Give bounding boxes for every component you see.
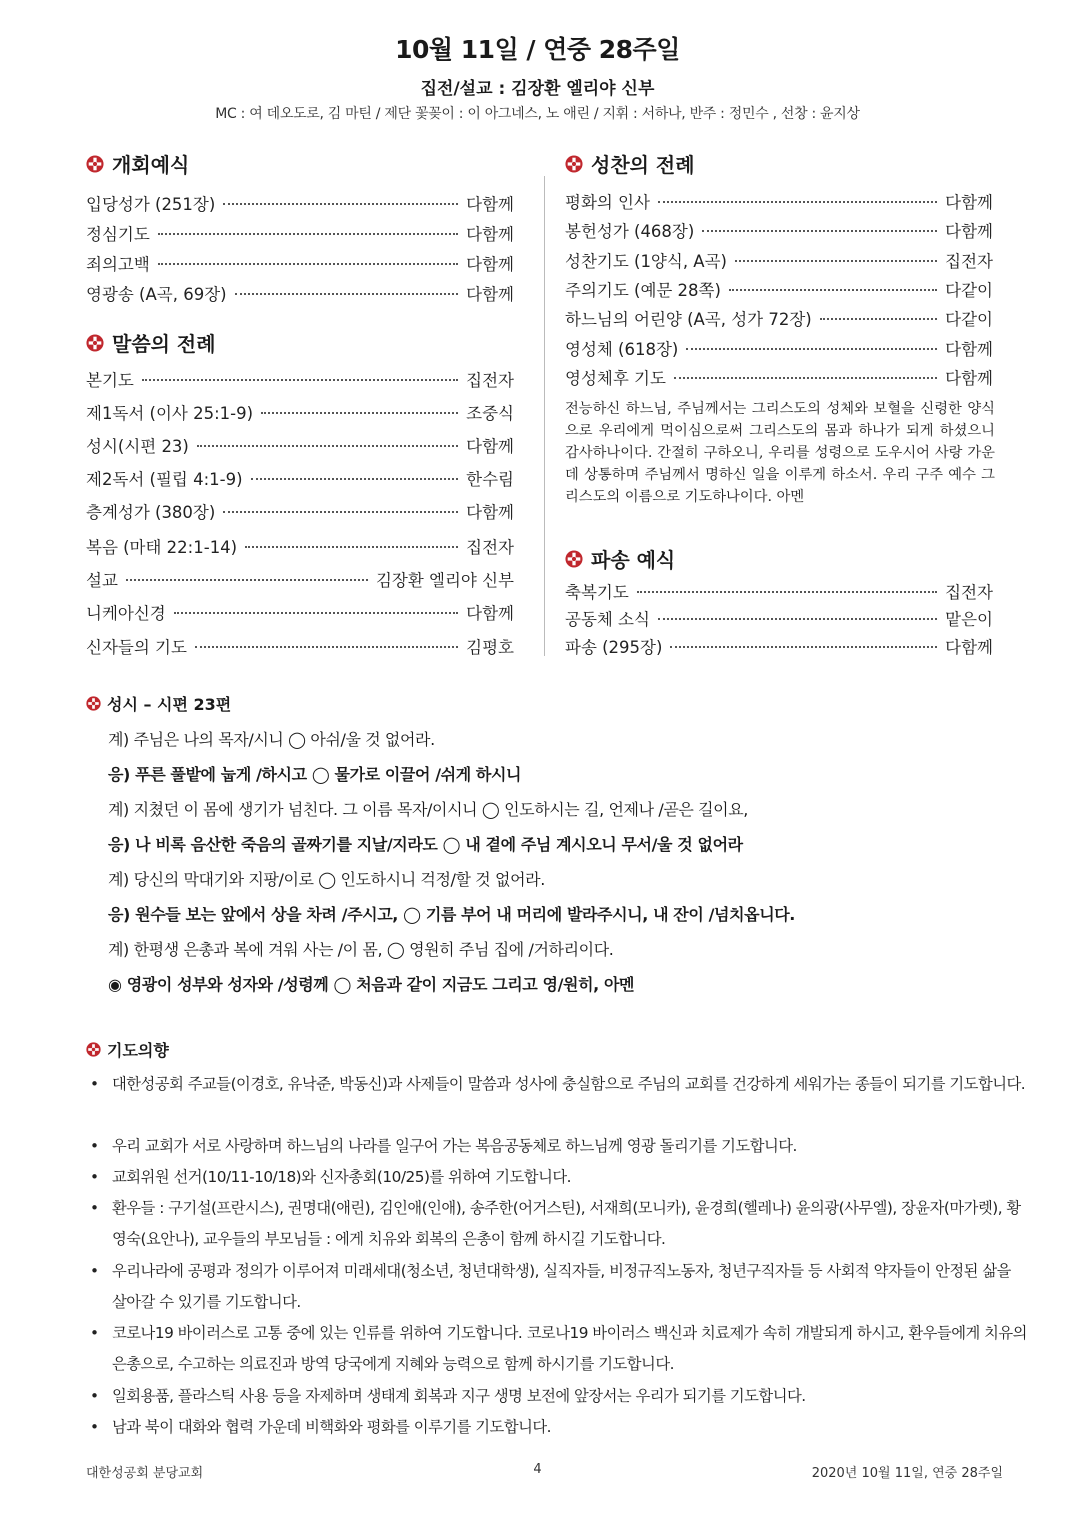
circle-icon: ◯ [386, 940, 405, 959]
dot-leader [223, 511, 458, 513]
order-item-role: 다함께 [945, 369, 993, 388]
psalm-verse-second: 인도하시는 길, 언제나 /곧은 길이요, [504, 800, 748, 819]
order-item-label: 영성체 (618장) [565, 340, 679, 359]
circle-icon: ◯ [318, 870, 336, 889]
order-item [86, 191, 514, 217]
psalm-verse-first: 계) 한평생 은총과 복에 겨워 사는 /이 몸, [108, 940, 383, 959]
order-item-role: 맡은이 [945, 610, 993, 629]
cross-icon [86, 696, 101, 711]
order-item [86, 534, 514, 560]
order-item-label: 입당성가 (251장) [86, 195, 216, 214]
celebrant-line: 집전/설교 : 김장환 엘리야 신부 [420, 79, 655, 99]
psalm-verse [108, 867, 545, 890]
order-item-label: 복음 (마태 22:1-14) [86, 538, 238, 557]
opening-rite-title: 개회예식 [112, 153, 190, 177]
dot-leader [174, 612, 458, 614]
list-item-text: 우리 교회가 서로 사랑하며 하느님의 나라를 일구어 가는 복음공동체로 하느님께 영광 돌리기를 기도합니다. [112, 1137, 797, 1155]
order-item-role: 김장환 엘리야 신부 [375, 571, 514, 590]
bullet-icon: • [90, 1418, 99, 1436]
dot-leader [670, 646, 937, 648]
order-item [86, 499, 514, 525]
dot-leader [735, 260, 937, 262]
order-item-label: 성시(시편 23) [86, 437, 189, 456]
order-item-role: 집전자 [945, 583, 993, 602]
order-item [86, 367, 514, 393]
bullet-icon: • [90, 1168, 99, 1186]
list-item [90, 1318, 1027, 1380]
order-item [565, 189, 993, 215]
circle-icon: ◯ [333, 975, 352, 994]
psalm-verse [108, 902, 795, 925]
dot-leader [251, 478, 459, 480]
order-item-role: 다함께 [466, 225, 514, 244]
circle-icon: ◯ [442, 835, 461, 854]
order-item-role: 집전자 [466, 371, 514, 390]
order-item [86, 600, 514, 626]
list-item [90, 1193, 1027, 1255]
bullet-icon: • [90, 1137, 99, 1155]
order-item-label: 하느님의 어린양 (A곡, 성가 72장) [565, 310, 812, 329]
order-item-label: 설교 [86, 571, 118, 590]
order-item-role: 다같이 [945, 281, 993, 300]
dot-leader [142, 379, 458, 381]
list-item [90, 1381, 1027, 1412]
list-item-text: 교회위원 선거(10/11-10/18)와 신자총회(10/25)를 위하여 기도합니다. [112, 1168, 571, 1186]
list-item [90, 1256, 1027, 1318]
order-item [565, 365, 993, 391]
footer-date: 2020년 10월 11일, 연중 28주일 [811, 1466, 1003, 1481]
psalm-verse [108, 727, 435, 750]
order-item [86, 433, 514, 459]
order-item-label: 주의기도 (예문 28쪽) [565, 281, 721, 300]
order-item-label: 영성체후 기도 [565, 369, 666, 388]
bullet-icon: • [90, 1262, 99, 1280]
psalm-verse [108, 937, 613, 960]
dot-leader [702, 230, 937, 232]
dot-leader [158, 263, 458, 265]
footer-church-name: 대한성공회 분당교회 [86, 1466, 204, 1481]
word-liturgy-title: 말씀의 전례 [112, 332, 216, 356]
circle-icon: ◯ [288, 730, 306, 749]
dot-leader [126, 579, 368, 581]
intentions-heading [86, 1038, 169, 1061]
dot-leader [261, 412, 458, 414]
psalm-verse-first: 응) 푸른 풀밭에 눕게 /하시고 [108, 765, 307, 784]
order-item-label: 봉헌성가 (468장) [565, 222, 695, 241]
dot-leader [729, 289, 937, 291]
order-item-label: 축복기도 [565, 583, 629, 602]
order-item-label: 평화의 인사 [565, 193, 650, 212]
psalm-verse [108, 832, 743, 855]
filled-circle-icon: ◉ [108, 975, 122, 994]
order-item-label: 파송 (295장) [565, 638, 663, 657]
psalm-verse-first: 계) 당신의 막대기와 지팡/이로 [108, 870, 314, 889]
dot-leader [658, 201, 937, 203]
ministers-line: MC : 여 데오도로, 김 마틴 / 제단 꽃꽂이 : 이 아그네스, 노 애린 / 지휘 : 서하나, 반주 : 정민수 , 선창 : 윤지상 [215, 106, 860, 122]
order-item [86, 221, 514, 247]
bullet-icon: • [90, 1387, 99, 1405]
bullet-icon: • [90, 1199, 99, 1217]
dot-leader [658, 618, 937, 620]
order-item [565, 634, 993, 660]
order-item [565, 218, 993, 244]
order-item-role: 다함께 [945, 222, 993, 241]
psalm-title: 성시 – 시편 23편 [107, 695, 232, 714]
list-item [90, 1412, 1027, 1443]
order-item [86, 281, 514, 307]
order-item-role: 다같이 [945, 310, 993, 329]
dot-leader [158, 233, 458, 235]
order-item-role: 집전자 [466, 538, 514, 557]
list-item [90, 1131, 1027, 1162]
psalm-verse-first: 영광이 성부와 성자와 /성령께 [126, 975, 329, 994]
opening-rite-heading [86, 149, 189, 178]
dot-leader [637, 591, 937, 593]
bullet-icon: • [90, 1075, 99, 1093]
order-item [565, 248, 993, 274]
list-item-text: 일회용품, 플라스틱 사용 등을 자제하며 생태계 회복과 지구 생명 보전에 앞장서는 우리가 되기를 기도합니다. [112, 1387, 806, 1405]
order-item-label: 정심기도 [86, 225, 150, 244]
page-title: 10월 11일 / 연중 28주일 [395, 35, 680, 64]
order-item-role: 다함께 [466, 255, 514, 274]
list-item-text: 남과 북이 대화와 협력 가운데 비핵화와 평화를 이루기를 기도합니다. [112, 1418, 552, 1436]
order-item-role: 조중식 [466, 404, 514, 423]
dismissal-heading [565, 544, 675, 573]
word-liturgy-heading [86, 328, 216, 357]
order-item-role: 다함께 [466, 503, 514, 522]
order-item [86, 466, 514, 492]
dot-leader [820, 318, 937, 320]
order-item-role: 다함께 [945, 193, 993, 212]
psalm-verse-second: 영원히 주님 집에 /거하리이다. [409, 940, 614, 959]
order-item-label: 공동체 소식 [565, 610, 650, 629]
psalm-gloria [108, 972, 634, 995]
dot-leader [223, 203, 458, 205]
psalm-verse [108, 797, 748, 820]
order-item-label: 성찬기도 (1양식, A곡) [565, 252, 727, 271]
order-item-label: 신자들의 기도 [86, 638, 187, 657]
psalm-verse-first: 응) 나 비록 음산한 죽음의 골짜기를 지날/지라도 [108, 835, 438, 854]
order-item [86, 251, 514, 277]
circle-icon: ◯ [311, 765, 330, 784]
dot-leader [245, 546, 458, 548]
psalm-heading [86, 692, 231, 715]
psalm-verse-second: 기름 부어 내 머리에 발라주시니, 내 잔이 /넘치옵니다. [425, 905, 795, 924]
order-item-role: 다함께 [945, 340, 993, 359]
psalm-verse-second: 물가로 이끌어 /쉬게 하시니 [334, 765, 522, 784]
dot-leader [235, 293, 459, 295]
order-item [86, 634, 514, 660]
order-item-role: 한수림 [466, 470, 514, 489]
dot-leader [195, 646, 458, 648]
dot-leader [674, 377, 937, 379]
list-item [90, 1069, 1027, 1100]
cross-icon [86, 1042, 101, 1057]
psalm-verse-second: 처음과 같이 지금도 그리고 영/원히, 아멘 [356, 975, 635, 994]
order-item-label: 제1독서 (이사 25:1-9) [86, 404, 254, 423]
column-divider [544, 176, 545, 656]
page-number: 4 [533, 1462, 542, 1477]
order-item-label: 제2독서 (필립 4:1-9) [86, 470, 243, 489]
list-item-text: 환우들 : 구기설(프란시스), 권명대(애린), 김인애(인애), 송주한(어거스틴), 서재희(모니카), 윤경희(헬레나) 윤의광(사무엘), 장윤자(마가렛), 황영숙(요안나), 교우들의 부모님들 : 에게 치유와 회복의 은총이 함께 하시길 기도합니다. [112, 1199, 1021, 1248]
cross-icon [86, 155, 104, 173]
intentions-title: 기도의향 [107, 1041, 169, 1060]
order-item-role: 집전자 [945, 252, 993, 271]
dot-leader [686, 348, 937, 350]
order-item-role: 다함께 [945, 638, 993, 657]
cross-icon [86, 334, 104, 352]
psalm-verse-first: 응) 원수들 보는 앞에서 상을 차려 /주시고, [108, 905, 398, 924]
order-item-label: 니케아신경 [86, 604, 166, 623]
circle-icon: ◯ [481, 800, 500, 819]
cross-icon [565, 155, 583, 173]
list-item-text: 우리나라에 공평과 정의가 이루어져 미래세대(청소년, 청년대학생), 실직자들, 비정규직노동자, 청년구직자들 등 사회적 약자들이 안정된 삶을 살아갈 수 있기를 기도합니다. [112, 1262, 1011, 1311]
order-item-role: 다함께 [466, 604, 514, 623]
order-item [86, 400, 514, 426]
cross-icon [565, 550, 583, 568]
psalm-verse [108, 762, 521, 785]
order-item-role: 다함께 [466, 285, 514, 304]
order-item [565, 306, 993, 332]
psalm-verse-second: 아쉬/울 것 없어라. [310, 730, 435, 749]
order-item-role: 김평호 [466, 638, 514, 657]
dismissal-title: 파송 예식 [591, 548, 676, 572]
order-item [565, 579, 993, 605]
psalm-verse-first: 계) 지쳤던 이 몸에 생기가 넘친다. 그 이름 목자/이시니 [108, 800, 478, 819]
dot-leader [197, 445, 458, 447]
bullet-icon: • [90, 1324, 99, 1342]
list-item-text: 코로나19 바이러스로 고통 중에 있는 인류를 위하여 기도합니다. 코로나19 바이러스 백신과 치료제가 속히 개발되게 하시고, 환우들에게 치유의 은총으로, 수고하는 의료진과 방역 당국에게 지혜와 능력으로 함께 하시기를 기도합니다. [112, 1324, 1027, 1373]
psalm-verse-second: 내 곁에 주님 계시오니 무서/울 것 없어라 [465, 835, 743, 854]
order-item-label: 층계성가 (380장) [86, 503, 216, 522]
order-item [565, 606, 993, 632]
circle-icon: ◯ [403, 905, 421, 924]
eucharist-title: 성찬의 전례 [591, 153, 695, 177]
order-item [86, 567, 514, 593]
list-item [90, 1162, 1027, 1193]
order-item [565, 277, 993, 303]
eucharist-heading [565, 149, 695, 178]
order-item-label: 영광송 (A곡, 69장) [86, 285, 227, 304]
post-communion-prayer: 전능하신 하느님, 주님께서는 그리스도의 성체와 보혈을 신령한 양식으로 우리에게 먹이심으로써 그리스도의 몸과 하나가 되게 하셨으니 감사하나이다. 간절히 구하오니, 우리를 성령으로 도우시어 사랑 가운데 상통하며 주님께서 명하신 일을 이루게 하소서. 우리 구주 예수 그리스도의 이름으로 기도하나이다. 아멘 [565, 401, 995, 505]
order-item-role: 다함께 [466, 195, 514, 214]
order-item [565, 336, 993, 362]
order-item-role: 다함께 [466, 437, 514, 456]
order-item-label: 죄의고백 [86, 255, 150, 274]
list-item-text: 대한성공회 주교들(이경호, 유낙준, 박동신)과 사제들이 말씀과 성사에 충실함으로 주님의 교회를 건강하게 세워가는 종들이 되기를 기도합니다. [112, 1075, 1026, 1093]
order-item-label: 본기도 [86, 371, 134, 390]
psalm-verse-first: 계) 주님은 나의 목자/시니 [108, 730, 284, 749]
psalm-verse-second: 인도하시니 걱정/할 것 없어라. [340, 870, 545, 889]
